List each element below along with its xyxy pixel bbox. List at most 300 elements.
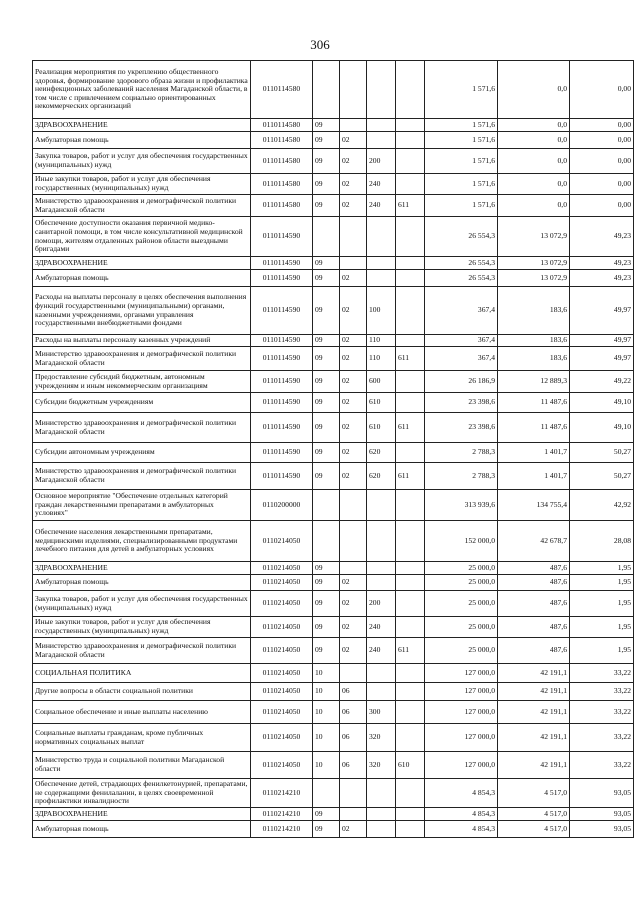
subsection-code: 06 (340, 701, 367, 724)
subsection-code (340, 490, 367, 521)
administrator-code (396, 521, 425, 562)
administrator-code (396, 664, 425, 683)
target-code: 0110214050 (251, 724, 313, 752)
execution-percent: 0,00 (570, 195, 634, 217)
expense-type-code: 110 (367, 335, 396, 347)
expense-type-code: 620 (367, 443, 396, 463)
row-name: Обеспечение детей, страдающих фенилкетонурией, препаратами, не содержащими фенилаланин, в целях своевременной профилактики инвалидности (33, 779, 251, 808)
expense-type-code: 240 (367, 617, 396, 638)
planned-amount: 127 000,0 (425, 683, 498, 701)
section-code: 09 (313, 463, 340, 490)
executed-amount: 13 072,9 (498, 257, 570, 270)
expense-type-code (367, 664, 396, 683)
planned-amount: 1 571,6 (425, 174, 498, 195)
executed-amount: 487,6 (498, 591, 570, 617)
execution-percent: 33,22 (570, 683, 634, 701)
subsection-code: 06 (340, 752, 367, 779)
subsection-code: 02 (340, 287, 367, 335)
target-code: 0110114590 (251, 335, 313, 347)
table-row (33, 463, 634, 490)
row-name: ЗДРАВООХРАНЕНИЕ (33, 562, 251, 575)
table-row (33, 808, 634, 821)
target-code: 0110114590 (251, 463, 313, 490)
subsection-code: 02 (340, 821, 367, 838)
target-code: 0110214050 (251, 521, 313, 562)
table-row (33, 490, 634, 521)
subsection-code: 02 (340, 174, 367, 195)
administrator-code: 610 (396, 752, 425, 779)
subsection-code: 02 (340, 347, 367, 371)
section-code: 09 (313, 195, 340, 217)
executed-amount: 42 191,1 (498, 724, 570, 752)
administrator-code (396, 132, 425, 149)
planned-amount: 4 854,3 (425, 779, 498, 808)
table-row (33, 61, 634, 119)
subsection-code: 06 (340, 683, 367, 701)
section-code (313, 779, 340, 808)
expense-type-code (367, 521, 396, 562)
subsection-code (340, 257, 367, 270)
executed-amount: 134 755,4 (498, 490, 570, 521)
administrator-code (396, 779, 425, 808)
execution-percent: 0,00 (570, 149, 634, 174)
expense-type-code: 320 (367, 752, 396, 779)
row-name: Расходы на выплаты персоналу в целях обеспечения выполнения функций государственными (муниципальными) органами, казенными учреждениями, органами управления государственными внебюджетными фондами (33, 287, 251, 335)
subsection-code: 02 (340, 463, 367, 490)
target-code: 0110114590 (251, 443, 313, 463)
administrator-code (396, 119, 425, 132)
expense-type-code (367, 779, 396, 808)
table-row (33, 575, 634, 591)
section-code: 09 (313, 270, 340, 287)
target-code: 0110214210 (251, 779, 313, 808)
execution-percent: 0,00 (570, 119, 634, 132)
planned-amount: 1 571,6 (425, 132, 498, 149)
administrator-code: 611 (396, 413, 425, 443)
row-name: Субсидии бюджетным учреждениям (33, 393, 251, 413)
execution-percent: 33,22 (570, 701, 634, 724)
executed-amount: 13 072,9 (498, 270, 570, 287)
section-code: 09 (313, 575, 340, 591)
administrator-code (396, 443, 425, 463)
section-code: 09 (313, 808, 340, 821)
execution-percent: 49,97 (570, 335, 634, 347)
executed-amount: 487,6 (498, 575, 570, 591)
administrator-code (396, 217, 425, 257)
expense-type-code (367, 490, 396, 521)
table-row (33, 752, 634, 779)
subsection-code: 02 (340, 335, 367, 347)
target-code: 0110114590 (251, 371, 313, 393)
section-code: 10 (313, 752, 340, 779)
administrator-code (396, 808, 425, 821)
administrator-code (396, 562, 425, 575)
execution-percent: 0,00 (570, 132, 634, 149)
row-name: Министерство здравоохранения и демографической политики Магаданской области (33, 638, 251, 664)
table-row (33, 413, 634, 443)
expense-type-code: 320 (367, 724, 396, 752)
administrator-code: 611 (396, 463, 425, 490)
administrator-code (396, 257, 425, 270)
planned-amount: 25 000,0 (425, 575, 498, 591)
administrator-code (396, 701, 425, 724)
execution-percent: 50,27 (570, 443, 634, 463)
section-code: 09 (313, 347, 340, 371)
row-name: Иные закупки товаров, работ и услуг для обеспечения государственных (муниципальных) нужд (33, 174, 251, 195)
execution-percent: 49,23 (570, 217, 634, 257)
planned-amount: 2 788,3 (425, 443, 498, 463)
section-code: 09 (313, 335, 340, 347)
table-row (33, 149, 634, 174)
row-name: Социальное обеспечение и иные выплаты населению (33, 701, 251, 724)
table-row (33, 257, 634, 270)
expense-type-code (367, 808, 396, 821)
row-name: Предоставление субсидий бюджетным, автономным учреждениям и иным некоммерческим организациям (33, 371, 251, 393)
execution-percent: 93,05 (570, 821, 634, 838)
row-name: Министерство здравоохранения и демографической политики Магаданской области (33, 413, 251, 443)
target-code: 0110114590 (251, 270, 313, 287)
administrator-code (396, 287, 425, 335)
administrator-code (396, 335, 425, 347)
table-row (33, 270, 634, 287)
planned-amount: 23 398,6 (425, 413, 498, 443)
execution-percent: 1,95 (570, 638, 634, 664)
executed-amount: 0,0 (498, 174, 570, 195)
expense-type-code (367, 217, 396, 257)
executed-amount: 183,6 (498, 287, 570, 335)
planned-amount: 4 854,3 (425, 808, 498, 821)
execution-percent: 33,22 (570, 752, 634, 779)
expense-type-code (367, 257, 396, 270)
expense-type-code (367, 821, 396, 838)
expense-type-code: 240 (367, 195, 396, 217)
planned-amount: 152 000,0 (425, 521, 498, 562)
target-code: 0110214050 (251, 591, 313, 617)
expense-type-code (367, 562, 396, 575)
administrator-code (396, 683, 425, 701)
execution-percent: 33,22 (570, 724, 634, 752)
row-name: Реализация мероприятия по укреплению общественного здоровья, формирование здорового образа жизни и профилактика неинфекционных заболеваний населения Магаданской области, в том числе с привлечением социально ориентированных некоммерческих организаций (33, 61, 251, 119)
row-name: Иные закупки товаров, работ и услуг для обеспечения государственных (муниципальных) нужд (33, 617, 251, 638)
section-code: 09 (313, 591, 340, 617)
expense-type-code: 110 (367, 347, 396, 371)
subsection-code: 02 (340, 195, 367, 217)
target-code: 0110114590 (251, 287, 313, 335)
executed-amount: 0,0 (498, 132, 570, 149)
row-name: Закупка товаров, работ и услуг для обеспечения государственных (муниципальных) нужд (33, 591, 251, 617)
table-row (33, 664, 634, 683)
subsection-code: 02 (340, 413, 367, 443)
executed-amount: 4 517,0 (498, 808, 570, 821)
expense-type-code (367, 575, 396, 591)
table-row (33, 521, 634, 562)
executed-amount: 487,6 (498, 562, 570, 575)
executed-amount: 0,0 (498, 195, 570, 217)
subsection-code: 02 (340, 393, 367, 413)
table-row (33, 347, 634, 371)
target-code: 0110114590 (251, 217, 313, 257)
table-row (33, 562, 634, 575)
section-code: 09 (313, 371, 340, 393)
execution-percent: 1,95 (570, 591, 634, 617)
row-name: Министерство здравоохранения и демографической политики Магаданской области (33, 347, 251, 371)
planned-amount: 367,4 (425, 335, 498, 347)
section-code: 10 (313, 724, 340, 752)
administrator-code (396, 61, 425, 119)
table-row (33, 119, 634, 132)
planned-amount: 4 854,3 (425, 821, 498, 838)
executed-amount: 42 191,1 (498, 683, 570, 701)
executed-amount: 1 401,7 (498, 463, 570, 490)
planned-amount: 1 571,6 (425, 119, 498, 132)
section-code (313, 61, 340, 119)
executed-amount: 4 517,0 (498, 779, 570, 808)
execution-percent: 0,00 (570, 61, 634, 119)
target-code: 0110214050 (251, 575, 313, 591)
target-code: 0110214050 (251, 752, 313, 779)
row-name: Министерство здравоохранения и демографической политики Магаданской области (33, 463, 251, 490)
row-name: СОЦИАЛЬНАЯ ПОЛИТИКА (33, 664, 251, 683)
administrator-code (396, 174, 425, 195)
row-name: Основное мероприятие "Обеспечение отдельных категорий граждан лекарственными препаратами в амбулаторных условиях" (33, 490, 251, 521)
row-name: Министерство здравоохранения и демографической политики Магаданской области (33, 195, 251, 217)
expense-type-code: 240 (367, 638, 396, 664)
table-row (33, 132, 634, 149)
executed-amount: 42 191,1 (498, 664, 570, 683)
page-number: 306 (310, 37, 330, 52)
subsection-code: 02 (340, 132, 367, 149)
planned-amount: 1 571,6 (425, 61, 498, 119)
expense-type-code (367, 270, 396, 287)
planned-amount: 313 939,6 (425, 490, 498, 521)
row-name: ЗДРАВООХРАНЕНИЕ (33, 119, 251, 132)
row-name: Другие вопросы в области социальной политики (33, 683, 251, 701)
executed-amount: 4 517,0 (498, 821, 570, 838)
table-row (33, 174, 634, 195)
planned-amount: 26 186,9 (425, 371, 498, 393)
target-code: 0110114580 (251, 61, 313, 119)
planned-amount: 1 571,6 (425, 149, 498, 174)
subsection-code: 02 (340, 443, 367, 463)
target-code: 0110114580 (251, 174, 313, 195)
row-name: Закупка товаров, работ и услуг для обеспечения государственных (муниципальных) нужд (33, 149, 251, 174)
table-row (33, 779, 634, 808)
administrator-code (396, 490, 425, 521)
administrator-code (396, 821, 425, 838)
execution-percent: 28,08 (570, 521, 634, 562)
expense-type-code (367, 61, 396, 119)
execution-percent: 0,00 (570, 174, 634, 195)
expense-type-code (367, 119, 396, 132)
table-row (33, 393, 634, 413)
target-code: 0110214210 (251, 821, 313, 838)
row-name: Субсидии автономным учреждениям (33, 443, 251, 463)
execution-percent: 1,95 (570, 575, 634, 591)
expense-type-code: 240 (367, 174, 396, 195)
planned-amount: 25 000,0 (425, 562, 498, 575)
section-code: 10 (313, 664, 340, 683)
table-row (33, 591, 634, 617)
planned-amount: 23 398,6 (425, 393, 498, 413)
table-row (33, 335, 634, 347)
target-code: 0110200000 (251, 490, 313, 521)
expense-type-code: 100 (367, 287, 396, 335)
target-code: 0110114590 (251, 393, 313, 413)
section-code (313, 490, 340, 521)
execution-percent: 1,95 (570, 562, 634, 575)
row-name: Расходы на выплаты персоналу казенных учреждений (33, 335, 251, 347)
administrator-code (396, 149, 425, 174)
expense-type-code: 600 (367, 371, 396, 393)
row-name: ЗДРАВООХРАНЕНИЕ (33, 257, 251, 270)
target-code: 0110214210 (251, 808, 313, 821)
table-row (33, 617, 634, 638)
target-code: 0110114580 (251, 195, 313, 217)
target-code: 0110114580 (251, 119, 313, 132)
row-name: ЗДРАВООХРАНЕНИЕ (33, 808, 251, 821)
section-code: 09 (313, 443, 340, 463)
section-code: 09 (313, 287, 340, 335)
target-code: 0110214050 (251, 664, 313, 683)
expense-type-code: 200 (367, 591, 396, 617)
target-code: 0110214050 (251, 617, 313, 638)
administrator-code: 611 (396, 638, 425, 664)
planned-amount: 127 000,0 (425, 752, 498, 779)
execution-percent: 49,23 (570, 270, 634, 287)
subsection-code (340, 119, 367, 132)
subsection-code (340, 61, 367, 119)
target-code: 0110114590 (251, 413, 313, 443)
row-name: Амбулаторная помощь (33, 132, 251, 149)
target-code: 0110114580 (251, 132, 313, 149)
administrator-code (396, 270, 425, 287)
section-code: 09 (313, 119, 340, 132)
target-code: 0110214050 (251, 701, 313, 724)
target-code: 0110214050 (251, 562, 313, 575)
section-code: 09 (313, 149, 340, 174)
section-code: 10 (313, 683, 340, 701)
expense-type-code (367, 132, 396, 149)
row-name: Обеспечение населения лекарственными препаратами, медицинскими изделиями, специализированными продуктами лечебного питания для детей в амбулаторных условиях (33, 521, 251, 562)
row-name: Амбулаторная помощь (33, 270, 251, 287)
row-name: Обеспечение доступности оказания первичной медико-санитарной помощи, в том числе консультативной медицинской помощи, жителям отдаленных районов области выездными бригадами (33, 217, 251, 257)
subsection-code: 06 (340, 724, 367, 752)
subsection-code: 02 (340, 149, 367, 174)
row-name: Министерство труда и социальной политики Магаданской области (33, 752, 251, 779)
expense-type-code: 620 (367, 463, 396, 490)
subsection-code: 02 (340, 638, 367, 664)
executed-amount: 487,6 (498, 617, 570, 638)
section-code (313, 521, 340, 562)
expense-type-code: 300 (367, 701, 396, 724)
execution-percent: 49,97 (570, 347, 634, 371)
section-code: 09 (313, 413, 340, 443)
subsection-code (340, 521, 367, 562)
execution-percent: 42,92 (570, 490, 634, 521)
execution-percent: 1,95 (570, 617, 634, 638)
administrator-code (396, 371, 425, 393)
subsection-code: 02 (340, 617, 367, 638)
execution-percent: 49,22 (570, 371, 634, 393)
table-row (33, 443, 634, 463)
planned-amount: 25 000,0 (425, 617, 498, 638)
subsection-code (340, 779, 367, 808)
administrator-code: 611 (396, 195, 425, 217)
executed-amount: 42 678,7 (498, 521, 570, 562)
row-name: Социальные выплаты гражданам, кроме публичных нормативных социальных выплат (33, 724, 251, 752)
expense-type-code: 610 (367, 413, 396, 443)
table-row (33, 371, 634, 393)
planned-amount: 1 571,6 (425, 195, 498, 217)
executed-amount: 0,0 (498, 61, 570, 119)
target-code: 0110114590 (251, 347, 313, 371)
expense-type-code (367, 683, 396, 701)
planned-amount: 26 554,3 (425, 257, 498, 270)
executed-amount: 0,0 (498, 149, 570, 174)
target-code: 0110214050 (251, 638, 313, 664)
executed-amount: 1 401,7 (498, 443, 570, 463)
execution-percent: 49,97 (570, 287, 634, 335)
executed-amount: 11 487,6 (498, 393, 570, 413)
execution-percent: 93,05 (570, 808, 634, 821)
expense-type-code: 610 (367, 393, 396, 413)
execution-percent: 49,10 (570, 393, 634, 413)
row-name: Амбулаторная помощь (33, 575, 251, 591)
planned-amount: 127 000,0 (425, 701, 498, 724)
executed-amount: 11 487,6 (498, 413, 570, 443)
table-row (33, 683, 634, 701)
executed-amount: 12 889,3 (498, 371, 570, 393)
execution-percent: 93,05 (570, 779, 634, 808)
execution-percent: 49,10 (570, 413, 634, 443)
section-code: 09 (313, 132, 340, 149)
target-code: 0110214050 (251, 683, 313, 701)
administrator-code (396, 617, 425, 638)
subsection-code (340, 808, 367, 821)
executed-amount: 13 072,9 (498, 217, 570, 257)
section-code: 09 (313, 257, 340, 270)
executed-amount: 42 191,1 (498, 752, 570, 779)
section-code: 09 (313, 821, 340, 838)
executed-amount: 183,6 (498, 335, 570, 347)
planned-amount: 25 000,0 (425, 591, 498, 617)
planned-amount: 2 788,3 (425, 463, 498, 490)
subsection-code (340, 217, 367, 257)
planned-amount: 367,4 (425, 287, 498, 335)
execution-percent: 50,27 (570, 463, 634, 490)
section-code (313, 217, 340, 257)
subsection-code: 02 (340, 371, 367, 393)
table-row (33, 821, 634, 838)
expense-type-code: 200 (367, 149, 396, 174)
subsection-code (340, 562, 367, 575)
planned-amount: 26 554,3 (425, 217, 498, 257)
budget-table (32, 60, 634, 838)
planned-amount: 25 000,0 (425, 638, 498, 664)
subsection-code: 02 (340, 270, 367, 287)
target-code: 0110114590 (251, 257, 313, 270)
section-code: 09 (313, 562, 340, 575)
planned-amount: 127 000,0 (425, 664, 498, 683)
table-row (33, 195, 634, 217)
executed-amount: 183,6 (498, 347, 570, 371)
subsection-code (340, 664, 367, 683)
budget-table-body (33, 61, 634, 838)
target-code: 0110114580 (251, 149, 313, 174)
execution-percent: 33,22 (570, 664, 634, 683)
table-row (33, 217, 634, 257)
section-code: 09 (313, 617, 340, 638)
